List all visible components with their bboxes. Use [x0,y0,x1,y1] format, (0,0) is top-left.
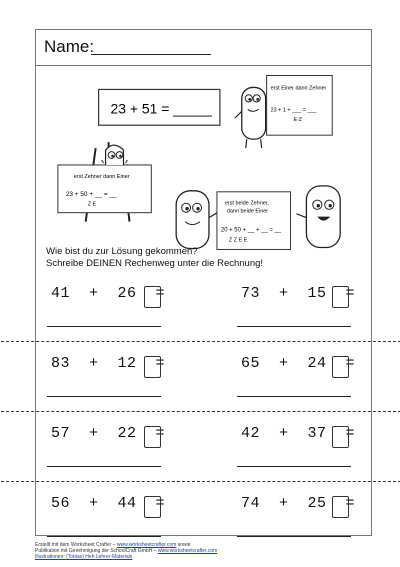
footer-text: Erstellt mit dem Worksheet Crafter – [35,542,117,548]
task-row [36,483,371,548]
work-line[interactable] [237,536,351,537]
footer-illustrations-link[interactable]: Illustrationen: (Tobias) Heh Lehrer-Materials [35,554,133,560]
task-equation: 56 + 44 = [51,495,166,512]
task-equation: 83 + 12 = [51,355,166,372]
character-peeking-left [102,145,128,165]
work-line[interactable] [237,396,351,397]
task-equation: 57 + 22 = [51,425,166,442]
board-top-right-equation: 23 + 1 + ___ = ___ [270,107,317,114]
answer-box[interactable] [144,496,161,518]
answer-box[interactable] [144,356,161,378]
cut-line [1,411,400,412]
character-standing-top [235,87,266,148]
footer-text: sowie [176,542,191,548]
answer-box[interactable] [332,356,349,378]
answer-box[interactable] [332,426,349,448]
board-center-title-1: erst beide Zehner, [224,200,269,207]
work-line[interactable] [47,326,161,327]
worksheet [35,29,372,536]
name-label: Name: [44,37,95,56]
name-field[interactable] [91,54,211,55]
work-line[interactable] [47,396,161,397]
board-left-letters: Z E [87,201,97,208]
cut-line [1,481,400,482]
board-center-title-2: dann beide Einer [226,208,269,215]
board-left-equation: 23 + 50 + __ = __ [65,190,117,198]
name-row [36,30,371,66]
footer-link[interactable]: www.worksheetcrafter.com [157,548,218,554]
character-center-left [176,191,219,249]
footer-text: Publikation mit Genehmigung der SchoolCraft GmbH – [35,548,158,554]
character-right [296,186,340,248]
answer-box[interactable] [332,286,349,308]
task-equation: 74 + 25 = [241,495,356,512]
cut-line [1,341,400,342]
task-row [36,273,371,338]
work-line[interactable] [237,326,351,327]
answer-box[interactable] [144,426,161,448]
instruction-line-2: Schreibe DEINEN Rechenweg unter die Rechnung! [46,258,264,269]
task-row [36,413,371,478]
footer-link[interactable]: www.worksheetcrafter.com [116,542,177,548]
task-equation: 65 + 24 = [241,355,356,372]
board-left-title: erst Zehner dann Einer [73,173,130,180]
task-row [36,343,371,408]
work-line[interactable] [47,536,161,537]
answer-box[interactable] [144,286,161,308]
work-line[interactable] [47,466,161,467]
board-top-right-letters: E Z [293,117,302,124]
task-equation: 41 + 26 = [51,285,166,302]
board-center-equation: 20 + 50 + __ + __ = __ [220,227,282,234]
answer-box[interactable] [332,496,349,518]
task-equation: 73 + 15 = [241,285,356,302]
work-line[interactable] [237,466,351,467]
board-center-letters: Z Z E E [228,237,248,244]
board-top-right-title: erst Einer dann Zehner [270,85,327,92]
main-equation: 23 + 51 = _____ [110,100,212,117]
instructions [46,246,263,270]
footer [35,542,217,560]
illustration [36,66,371,256]
task-equation: 42 + 37 = [241,425,356,442]
instruction-line-1: Wie bist du zur Lösung gekommen? [46,246,198,257]
